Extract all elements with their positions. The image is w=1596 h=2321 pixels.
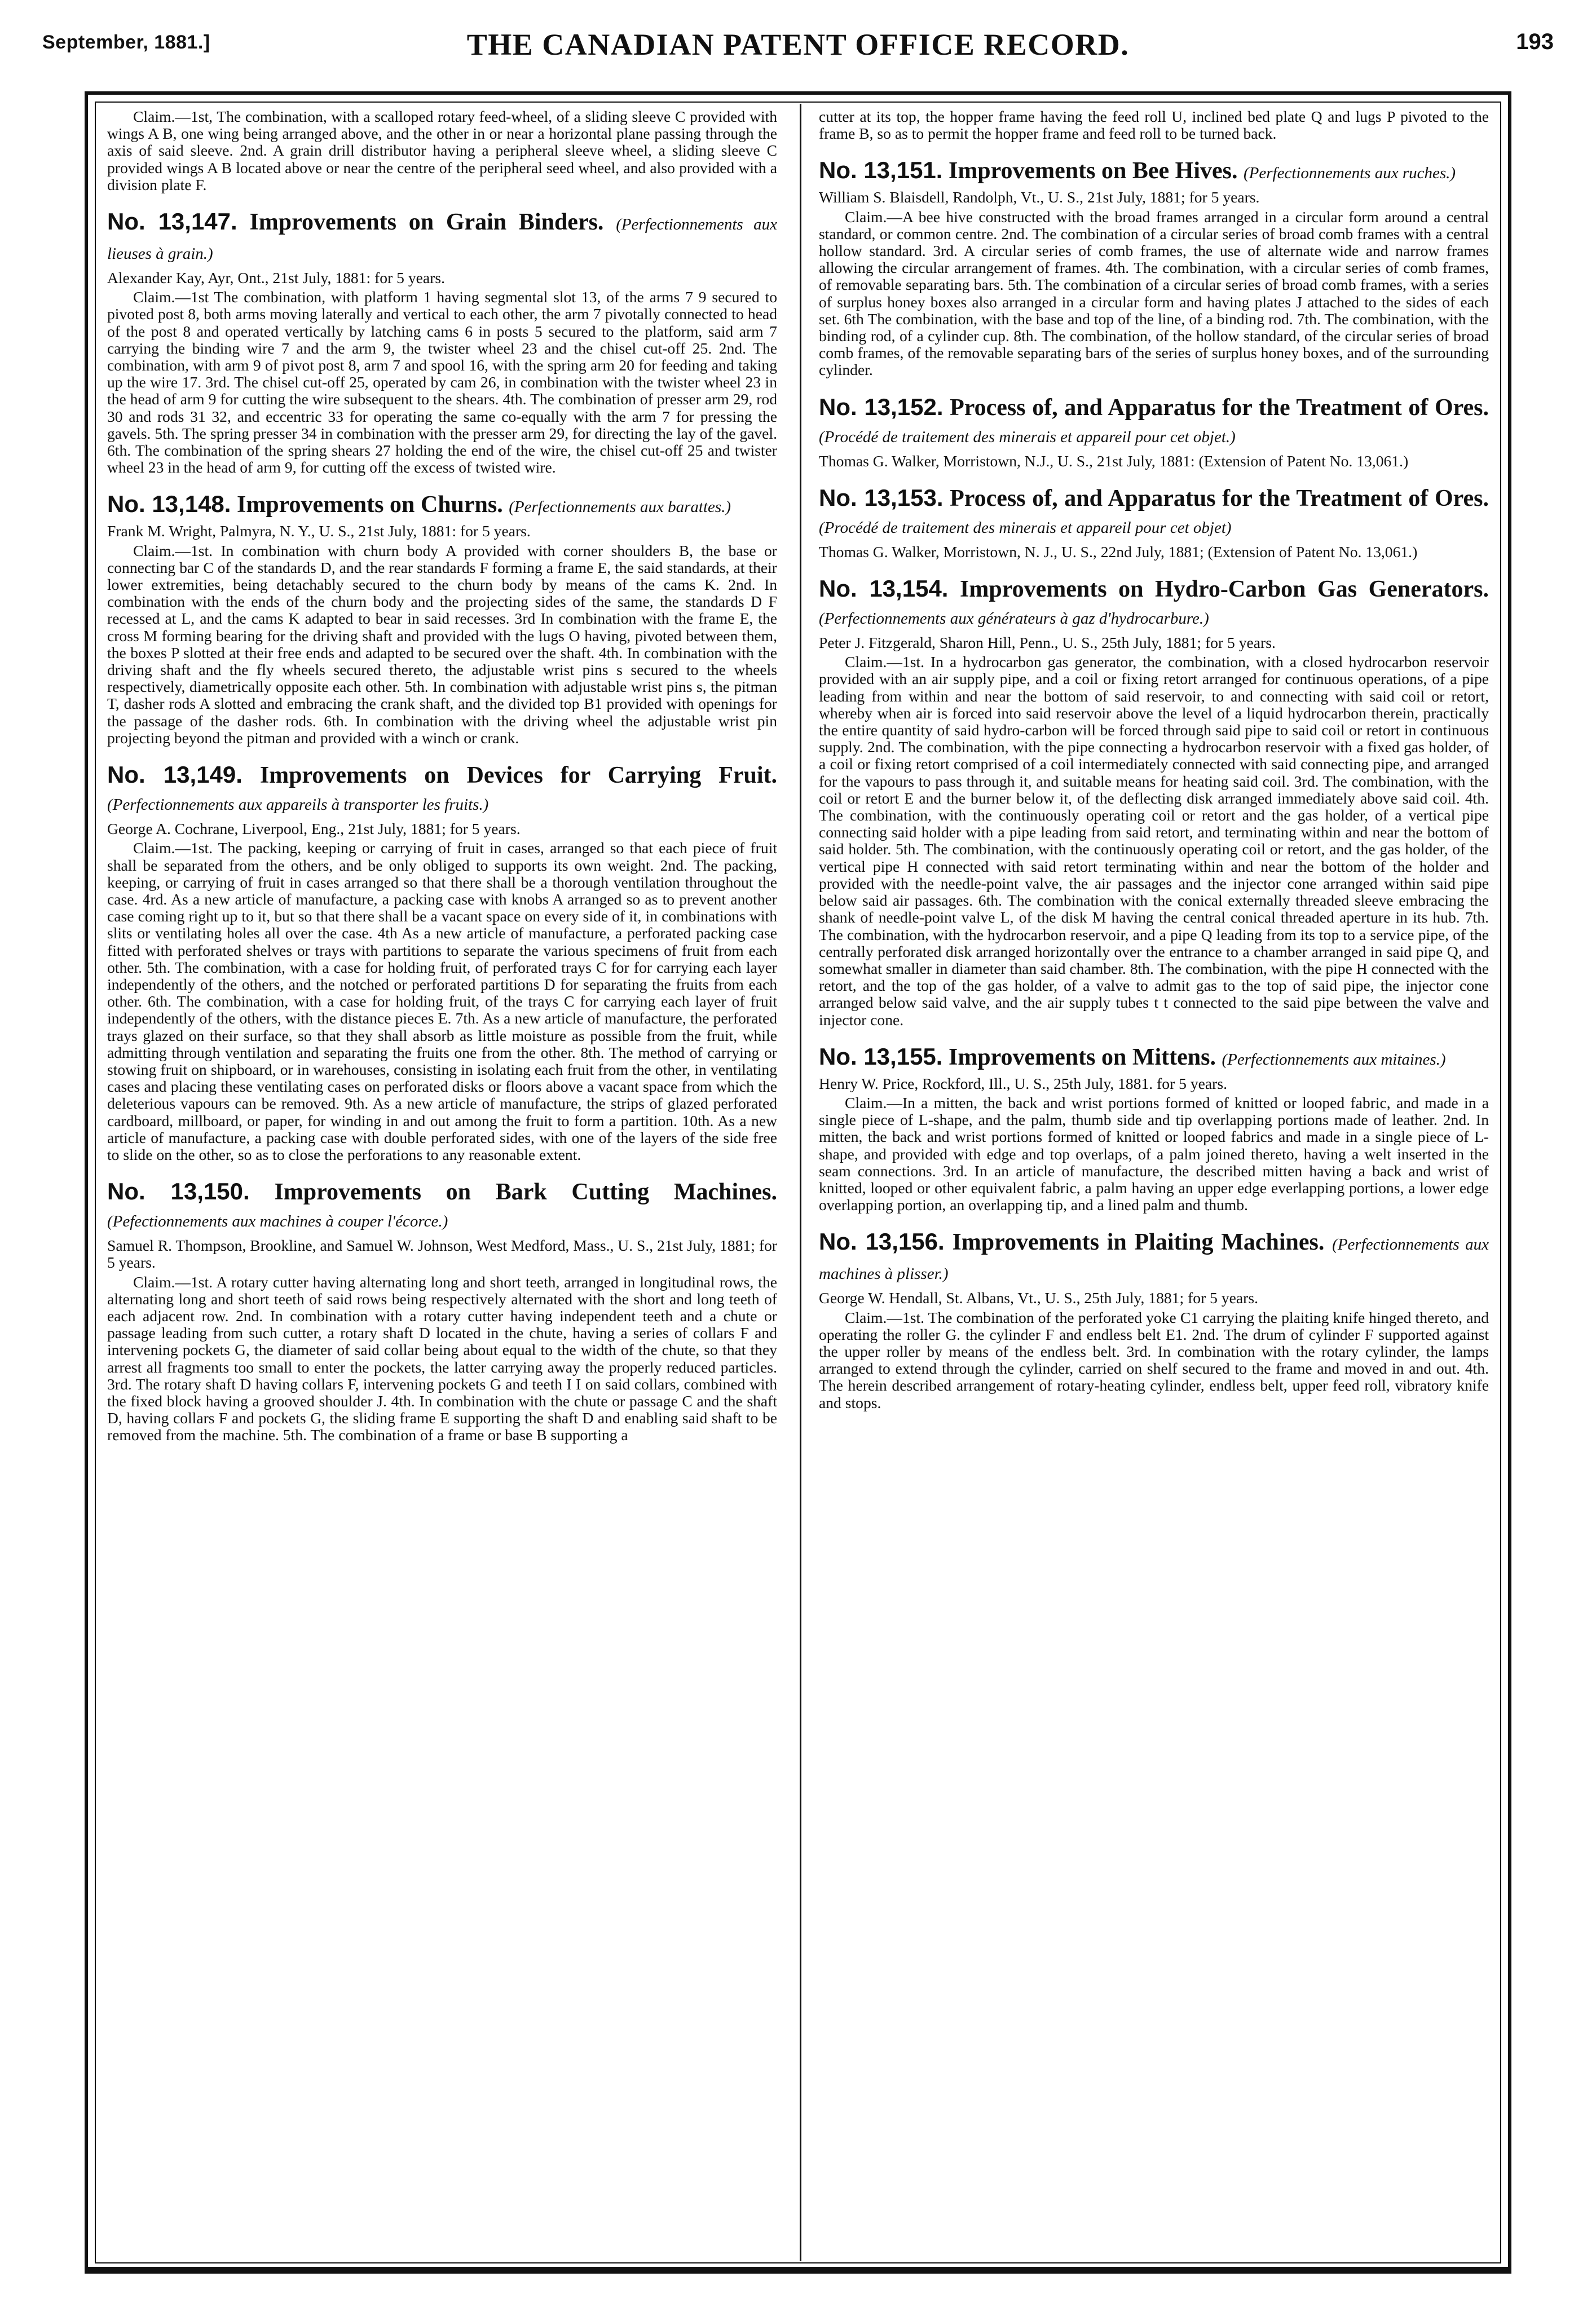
patent-french-title: (Perfectionnements aux mitaines.) bbox=[1222, 1050, 1446, 1069]
patent-entry-13154 bbox=[819, 575, 1489, 1029]
patent-claim: Claim.—1st. In combination with churn body A provided with corner shoulders B, the base or connecting bar C of the standards D, and the rear standards F forming a frame E, the said standards, at their lower extremities, being detachably secured to the churn body by means of the cams K. 2nd. In combination with the ends of the churn body and the projecting sides of the same, the standards D F recessed at L, and the cams K adapted to bear in said recesses. 3rd In combination with the frame E, the cross M forming bearing for the driving shaft and provided with the lugs O having, pivoted between them, the boxes P slotted at their free ends and adapted to be secured over the shaft. 4th. In combination with the driving shaft and the fly wheels secured thereto, the adjustable wrist pins s secured to the wheels respectively, diametrically opposite each other. 5th. In combination with adjustable wrist pins s, the pitman T, dasher rods A slotted and embracing the crank shaft, and the divided top B1 provided with openings for the passage of the dasher rods. 6th. In combination with the driving wheel the adjustable wrist pin projecting beyond the pitman and provided with a winch or crank. bbox=[107, 541, 777, 747]
left-column bbox=[107, 108, 777, 1459]
patent-inventor: William S. Blaisdell, Randolph, Vt., U. S., 21st July, 1881; for 5 years. bbox=[819, 188, 1260, 206]
patent-french-title: (Perfectionnements aux appareils à transporter les fruits.) bbox=[107, 796, 489, 814]
patent-title: Process of, and Apparatus for the Treatment of Ores. bbox=[950, 485, 1489, 511]
patent-french-title: (Procédé de traitement des minerais et appareil pour cet objet.) bbox=[819, 427, 1236, 446]
patent-number: No. 13,147. bbox=[107, 208, 237, 235]
patent-heading bbox=[819, 157, 1489, 187]
patent-inventor: Alexander Kay, Ayr, Ont., 21st July, 1881: for 5 years. bbox=[107, 269, 445, 287]
column-divider bbox=[800, 104, 801, 2261]
patent-number: No. 13,151. bbox=[819, 157, 943, 184]
patent-claim: Claim.—1st. The combination of the perforated yoke C1 carrying the plaiting knife hinged thereto, and operating the roller G. the cylinder F and endless belt E1. 2nd. The drum of cylinder F supported against the upper roller by means of the endless belt. 3rd. In combination with the rotary cylinder, the lamps arranged to extend through the cylinder, carried on shelf secured to the frame and moved in and out. 4th. The herein described arrangement of rotary-heating cylinder, endless belt, upper feed roll, vibratory knife and stops. bbox=[819, 1308, 1489, 1411]
patent-title: Improvements on Grain Binders. bbox=[249, 209, 604, 236]
patent-title: Improvements on Mittens. bbox=[948, 1044, 1216, 1070]
patent-french-title: (Perfectionnements aux barattes.) bbox=[509, 498, 731, 517]
patent-heading bbox=[107, 1178, 777, 1235]
patent-inventor: Thomas G. Walker, Morristown, N. J., U. S., 22nd July, 1881; (Extension of Patent No. 13,061.) bbox=[819, 542, 1418, 561]
patent-inventor: Peter J. Fitzgerald, Sharon Hill, Penn., U. S., 25th July, 1881; for 5 years. bbox=[819, 634, 1276, 652]
publication-title: THE CANADIAN PATENT OFFICE RECORD. bbox=[466, 28, 1130, 61]
patent-heading bbox=[107, 208, 777, 267]
right-column bbox=[819, 108, 1489, 1426]
patent-number: No. 13,150. bbox=[107, 1178, 250, 1205]
patent-title: Improvements on Churns. bbox=[236, 492, 503, 518]
patent-title: Process of, and Apparatus for the Treatment of Ores. bbox=[950, 394, 1489, 421]
patent-heading bbox=[107, 761, 777, 818]
patent-claim: Claim.—In a mitten, the back and wrist portions formed of knitted or looped fabric, and made in a single piece of L-shape, and the palm, thumb side and tip overlapping portions made of leather. 2nd. In mitten, the back and wrist portions formed of knitted or looped fabrics and made in a single piece of L-shape, and provided with edge and top overlaps, of a palm joined thereto, having a welt inserted in the seam connections. 3rd. In an article of manufacture, the described mitten having a back and wrist of knitted, looped or other equivalent fabric, a palm having an upper edge everlapping portions, a lower edge overlapping portion, an overlapping tip, and a lined palm and thumb. bbox=[819, 1093, 1489, 1214]
patent-title: Improvements in Plaiting Machines. bbox=[952, 1229, 1325, 1256]
patent-inventor: Henry W. Price, Rockford, Ill., U. S., 25th July, 1881. for 5 years. bbox=[819, 1074, 1227, 1092]
page-number: 193 bbox=[1516, 29, 1554, 54]
patent-entry-13152 bbox=[819, 394, 1489, 470]
patent-inventor: Samuel R. Thompson, Brookline, and Samuel W. Johnson, West Medford, Mass., U. S., 21st July, 1881; for 5 years. bbox=[107, 1237, 777, 1272]
patent-number: No. 13,152. bbox=[819, 393, 944, 420]
patent-french-title: (Pefectionnements aux machines à couper l'écorce.) bbox=[107, 1212, 448, 1231]
patent-number: No. 13,155. bbox=[819, 1043, 943, 1070]
patent-inventor: Frank M. Wright, Palmyra, N. Y., U. S., 21st July, 1881: for 5 years. bbox=[107, 522, 531, 540]
patent-title: Improvements on Bee Hives. bbox=[948, 158, 1238, 184]
patent-entry-13151 bbox=[819, 157, 1489, 378]
patent-inventor: George A. Cochrane, Liverpool, Eng., 21st July, 1881; for 5 years. bbox=[107, 820, 521, 838]
patent-claim: Claim.—1st. The packing, keeping or carrying of fruit in cases, arranged so that each piece of fruit shall be separated from the others, and be only obliged to supports its own weight. 2nd. The packing, keeping, or carrying of fruit in cases arranged so that there shall be a thorough ventilation throughout the case. 4rd. As a new article of manufacture, a packing case with knobs A arranged so as to prevent another case coming right up to it, but so that there shall be a vacant space on every side of it, in combinations with slits or ventilating holes all over the case. 4th As a new article of manufacture, a perforated packing case fitted with perforated shelves or trays with partitions to separate the various specimens of fruit from each other. 5th. The combination, with a case for holding fruit, of perforated trays C for for carrying each layer independently of the others, and the notched or perforated partitions D for separating the fruits from each other. 6th. The combination, with a case for holding fruit, of the trays C for carrying each layer of fruit independently of the others, with the distance pieces E. 7th. As a new article of manufacture, the perforated trays glazed on their surface, so that they shall absorb as little moisture as possible from the fruit, while admitting through ventilation and separating the fruits one from the other. 8th. The method of carrying or stowing fruit on shipboard, or in warehouses, consisting in isolating each fruit from the other, in ventilating cases and placing these ventilating cases on perforated disks or floors above a vacant space from which the deleterious vapours can be removed. 9th. As a new article of manufacture, the strips of glazed perforated cardboard, millboard, or paper, for winding in and out among the fruit to form a partition. 10th. As a new article of manufacture, a packing case with double perforated sides, with one of the layers of the side free to slide on the other, so as to close the perforations to any reasonable extent. bbox=[107, 839, 777, 1163]
issue-date: September, 1881.] bbox=[42, 32, 210, 53]
patent-french-title: (Perfectionnements aux générateurs à gaz d'hydrocarbure.) bbox=[819, 610, 1209, 628]
patent-number: No. 13,148. bbox=[107, 491, 231, 518]
patent-heading bbox=[819, 394, 1489, 451]
patent-claim: Claim.—1st. A rotary cutter having alternating long and short teeth, arranged in longitudinal rows, the alternating long and short teeth of said rows being respectively alternated with the short and long teeth of each adjacent row. 2nd. In combination with a rotary cutter having independent teeth and a chute or passage leading from such cutter, a rotary shaft D located in the chute, having a series of collars F and intervening pockets G, the diameter of said collar being about equal to the width of the chute, so that they arrest all fragments too small to enter the pockets, the latter carrying away the properly reduced particles. 3rd. The rotary shaft D having collars F, intervening pockets G and teeth I I on said collars, combined with the fixed block having a grooved shoulder J. 4th. In combination with the chute or passage C and the shaft D, having collars F and pockets G, the sliding frame E supporting the shaft D and enabling said shaft to be removed from the machine. 5th. The combination of a frame or base B supporting a bbox=[107, 1273, 777, 1444]
patent-heading bbox=[819, 1043, 1489, 1073]
patent-number: No. 13,153. bbox=[819, 484, 944, 511]
patent-claim: Claim.—1st. In a hydrocarbon gas generator, the combination, with a closed hydrocarbon reservoir provided with an air supply pipe, and a coil or fixing retort arranged for continuous operations, of a pipe leading from within and near the bottom of said reservoir, to and connecting with said coil or retort, whereby when air is forced into said reservoir above the level of a liquid hydrocarbon therein, practically the entire quantity of said hydro-carbon will be forced through said pipe to said coil or retort in continuous supply. 2nd. The combination, with the pipe connecting a hydrocarbon reservoir with a fixed gas holder, of a coil or fixing retort comprised of a coil intermediately connected with said connecting pipe, and arranged for the vapours to pass through it, and suitable means for heating said coil. 3rd. The combination, with the coil or retort E and the burner below it, of the deflecting disk arranged immediately above said coil. 4th. The combination, with the continuously operating coil or retort and the gas holder, of a vertical pipe connecting said holder with a pipe leading from said retort, and terminating within and near the bottom of said holder. 5th. The combination, with the continuously operating coil or retort, and the gas holder, of the vertical pipe H connected with said retort terminating within and near the bottom of the holder and provided with the needle-point valve, the air passages and the injector cone arranged within said pipe below said air passages. 6th. The combination with the conical externally threaded sleeve embracing the shank of needle-point valve L, of the disk M having the central conical threaded aperture in its hub. 7th. The combination, with the hydrocarbon reservoir, and a pipe Q leading from its top to a service pipe, of the centrally perforated disk arranged horizontally over the entrance to a chamber arranged in said pipe Q, and somewhat smaller in diameter than said chamber. 8th. The combination, with the pipe H connected with the retort, and the top of the gas holder, of a valve to admit gas to the top of said pipe, the injector cone arranged below said valve, and the air supply tubes t t connected to the said pipe between the valve and injector cone. bbox=[819, 653, 1489, 1029]
patent-entry-13148 bbox=[107, 491, 777, 747]
patent-number: No. 13,156. bbox=[819, 1228, 945, 1255]
patent-entry-13149 bbox=[107, 761, 777, 1163]
page-header bbox=[42, 27, 1554, 72]
patent-heading bbox=[819, 1228, 1489, 1287]
patent-french-title: (Perfectionnements aux ruches.) bbox=[1243, 164, 1456, 183]
patent-french-title: (Perfectionnements aux machines à plisser.) bbox=[819, 1235, 1489, 1283]
patent-number: No. 13,154. bbox=[819, 575, 949, 602]
patent-entry-13156 bbox=[819, 1228, 1489, 1411]
patent-french-title: (Procédé de traitement des minerais et appareil pour cet objet) bbox=[819, 518, 1232, 537]
patent-heading bbox=[107, 491, 777, 520]
patent-title: Improvements on Bark Cutting Machines. bbox=[274, 1179, 777, 1206]
patent-entry-13150 bbox=[107, 1178, 777, 1444]
patent-entry-13147 bbox=[107, 208, 777, 476]
patent-number: No. 13,149. bbox=[107, 761, 243, 788]
patent-claim: Claim.—1st The combination, with platform 1 having segmental slot 13, of the arms 7 9 secured to pivoted post 8, both arms moving laterally and vertical to each other, the arm 7 pivotally connected to head of the post 8 and operated vertically by latching cams 6 in posts 5 secured to the platform, said arm 7 carrying the binding wire 7 and the arm 9, the twister wheel 23 and the chisel cut-off 25. 2nd. The combination, with arm 9 of pivot post 8, arm 7 and spool 16, with the spring arm 20 for feeding and taking up the wire 17. 3rd. The chisel cut-off 25, operated by cam 26, in combination with the twister wheel 23 in the head of arm 9 for cutting the wire subsequent to the shears. 4th. The combination of presser arm 29, rod 30 and rods 31 32, and eccentric 33 for operating the same co-equally with the arm 7 for pressing the gavels. 5th. The spring presser 34 in combination with the presser arm 29, for directing the lay of the gavel. 6th. The combination of the spring shears 27 holding the end of the wire, the chisel cut-off 25 and twister wheel 23 in the head of arm 9, for cutting off the excess of twisted wire. bbox=[107, 288, 777, 476]
patent-claim: Claim.—A bee hive constructed with the broad frames arranged in a circular form around a central standard, or common centre. 2nd. The combination of a circular series of broad comb frames with a central hollow standard. 3rd. A circular series of comb frames, the use of alternate wide and narrow frames allowing the circular arrangement of frames. 4th. The combination, with a circular series of comb frames, of removable separating bars. 5th. The combination of a circular series of broad comb frames, with a series of surplus honey boxes also arranged in a circular form and having plates J attached to the sides of each set. 6th The combination, with the base and top of the line, of a binding rod. 7th. The combination, with the binding rod, of a cylinder cup. 8th. The combination, of the hollow standard, of the circular series of broad comb frames, of the removable separating bars of the series of surplus honey boxes, and of the surrounding cylinder. bbox=[819, 208, 1489, 379]
patent-heading bbox=[819, 575, 1489, 632]
patent-title: Improvements on Devices for Carrying Fruit. bbox=[259, 762, 777, 789]
patent-heading bbox=[819, 484, 1489, 541]
patent-entry-13153 bbox=[819, 484, 1489, 561]
patent-inventor: Thomas G. Walker, Morristown, N.J., U. S., 21st July, 1881: (Extension of Patent No. 13,061.) bbox=[819, 452, 1409, 470]
page-frame bbox=[85, 91, 1511, 2274]
patent-french-title: (Perfectionnements aux lieuses à grain.) bbox=[107, 215, 778, 263]
continued-claim: Claim.—1st, The combination, with a scalloped rotary feed-wheel, of a sliding sleeve C provided with wings A B, one wing being arranged above, and the other in or near a horizontal plane passing through the axis of said sleeve. 2nd. A grain drill distributor having a peripheral sleeve wheel, a sliding sleeve C provided wings A B located above or near the centre of the peripheral seed wheel, and also provided with a division plate F. bbox=[107, 108, 777, 193]
continued-claim: cutter at its top, the hopper frame having the feed roll U, inclined bed plate Q and lugs P pivoted to the frame B, so as to permit the hopper frame and feed roll to be turned back. bbox=[819, 108, 1489, 143]
patent-inventor: George W. Hendall, St. Albans, Vt., U. S., 25th July, 1881; for 5 years. bbox=[819, 1289, 1258, 1307]
bottom-rule bbox=[85, 2267, 1511, 2270]
patent-title: Improvements on Hydro-Carbon Gas Generators. bbox=[960, 576, 1489, 603]
patent-entry-13155 bbox=[819, 1043, 1489, 1214]
